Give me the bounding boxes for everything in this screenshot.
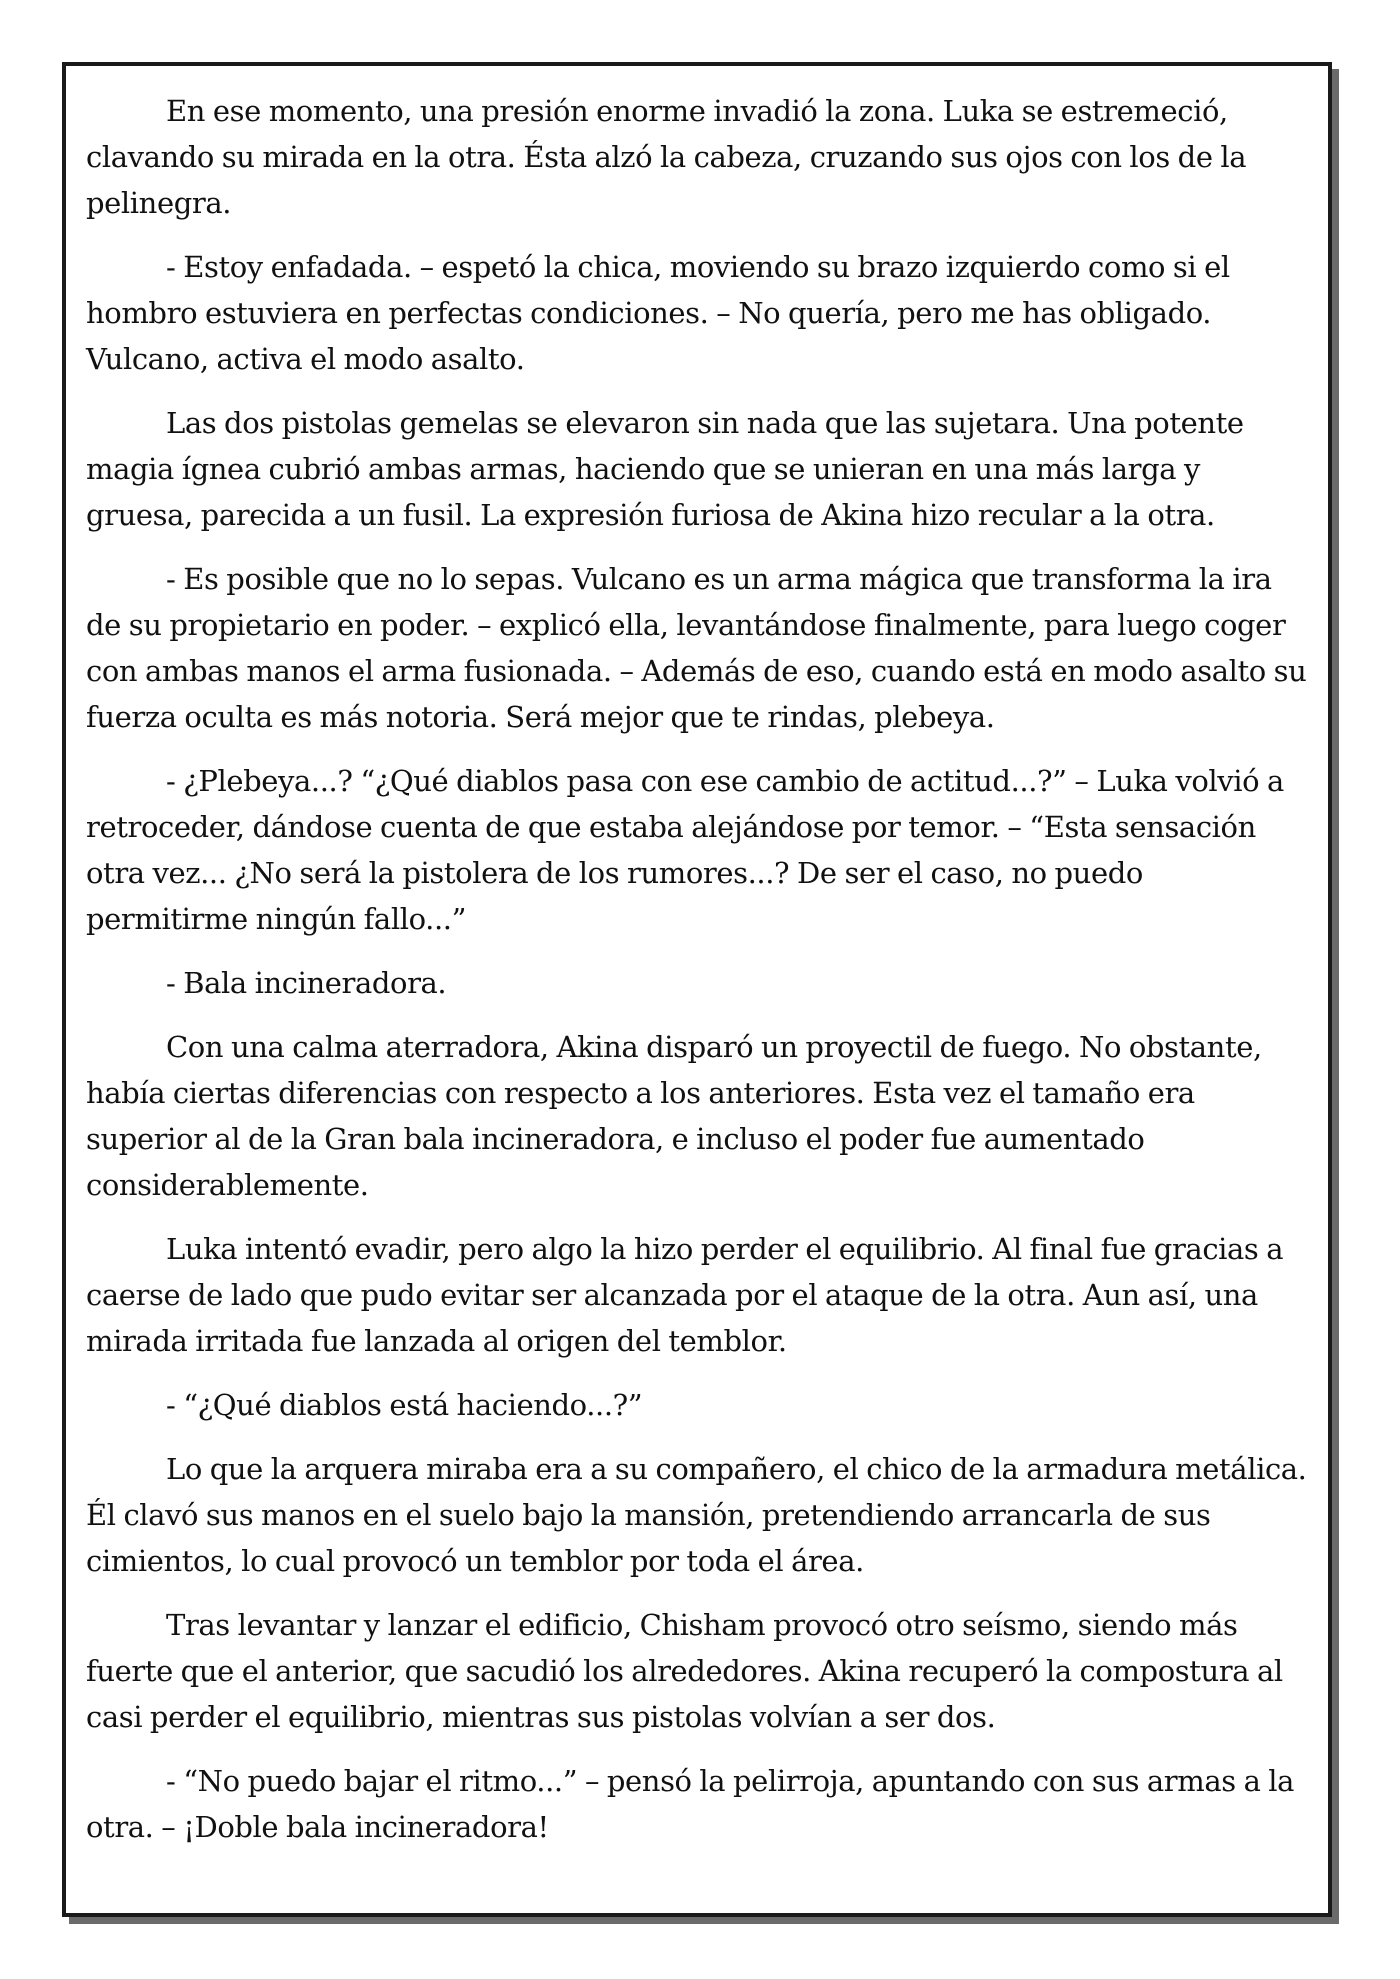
paragraph-5: - ¿Plebeya...? “¿Qué diablos pasa con ese cambio de actitud...?” – Luka volvió a retroceder, dándose cuenta de que estaba alejándose por temor. – “Esta sensación otra vez... ¿No será la pistolera de los rumores...? De ser el caso, no puedo permitirme ningún fallo...” xyxy=(86,764,1284,936)
paragraph-12: - “No puedo bajar el ritmo...” – pensó la pelirroja, apuntando con sus armas a la otra. – ¡Doble bala incineradora! xyxy=(86,1764,1295,1844)
paragraph-8: Luka intentó evadir, pero algo la hizo perder el equilibrio. Al final fue gracias a caerse de lado que pudo evitar ser alcanzada por el ataque de la otra. Aun así, una mirada irritada fue lanzada al origen del temblor. xyxy=(86,1232,1284,1358)
paragraph-1: En ese momento, una presión enorme invadió la zona. Luka se estremeció, clavando su mirada en la otra. Ésta alzó la cabeza, cruzando sus ojos con los de la pelinegra. xyxy=(86,94,1247,220)
paragraph-3: Las dos pistolas gemelas se elevaron sin nada que las sujetara. Una potente magia ígnea cubrió ambas armas, haciendo que se unieran en una más larga y gruesa, parecida a un fusil. La expresión furiosa de Akina hizo recular a la otra. xyxy=(86,406,1244,532)
paragraph-4: - Es posible que no lo sepas. Vulcano es un arma mágica que transforma la ira de su propietario en poder. – explicó ella, levantándose finalmente, para luego coger con ambas manos el arma fusionada. – Además de eso, cuando está en modo asalto su fuerza oculta es más notoria. Será mejor que te rindas, plebeya. xyxy=(86,562,1307,734)
paragraph-2: - Estoy enfadada. – espetó la chica, moviendo su brazo izquierdo como si el hombro estuviera en perfectas condiciones. – No quería, pero me has obligado. Vulcano, activa el modo asalto. xyxy=(86,250,1230,376)
paragraph-6: - Bala incineradora. xyxy=(166,966,447,1000)
paragraph-7: Con una calma aterradora, Akina disparó un proyectil de fuego. No obstante, había ciertas diferencias con respecto a los anteriores. Esta vez el tamaño era superior al de la Gran bala incineradora, e incluso el poder fue aumentado considerablemente. xyxy=(86,1030,1262,1202)
paragraph-11: Tras levantar y lanzar el edificio, Chisham provocó otro seísmo, siendo más fuerte que el anterior, que sacudió los alrededores. Akina recuperó la compostura al casi perder el equilibrio, mientras sus pistolas volvían a ser dos. xyxy=(86,1608,1283,1734)
paragraph-10: Lo que la arquera miraba era a su compañero, el chico de la armadura metálica. Él clavó sus manos en el suelo bajo la mansión, pretendiendo arrancarla de sus cimientos, lo cual provocó un temblor por toda el área. xyxy=(86,1452,1307,1578)
page-body xyxy=(86,88,1312,1868)
page-frame xyxy=(62,62,1332,1917)
paragraph-9: - “¿Qué diablos está haciendo...?” xyxy=(166,1388,643,1422)
